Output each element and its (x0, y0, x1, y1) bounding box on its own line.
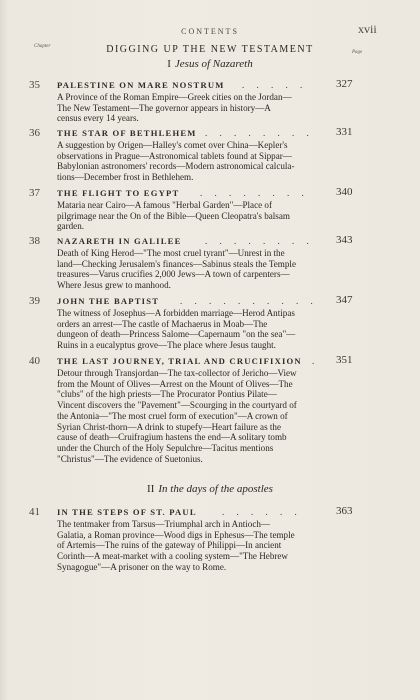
description-line: The New Testament—The governor appears in history—A (57, 102, 271, 113)
section-heading-2 (0, 483, 420, 495)
dot-leaders: . . . . . . . . (205, 236, 314, 246)
section-numeral: I (167, 58, 171, 70)
description-line: cause of death—Cruifragium hastens the end—A solitary tomb (57, 432, 287, 443)
description-line: Where Jesus grew to manhood. (57, 280, 171, 291)
chapter-number: 37 (29, 187, 40, 199)
description-line: Mataria near Cairo—A famous "Herbal Garden"—Place of (57, 200, 272, 210)
page-gutter-shadow (0, 0, 8, 700)
section-numeral: II (147, 483, 155, 495)
description-line: under the Church of the Holy Sepulchre—Tacitus mentions (57, 442, 274, 453)
description-line: The tentmaker from Tarsus—Triumphal arch in Antioch— (57, 519, 271, 529)
running-header-title: CONTENTS (181, 27, 239, 36)
chapter-page: 347 (336, 294, 353, 306)
description-line: of Artemis—The ruins of the gateway of Philippi—In ancient (57, 540, 282, 551)
section-title: In the days of the apostles (158, 483, 273, 495)
chapter-column-label: Chapter (34, 44, 51, 49)
description-line: orders an arrest—The castle of Machaerus in Moab—The (57, 318, 268, 329)
chapter-description (57, 308, 357, 351)
chapter-number: 36 (29, 127, 40, 139)
description-line: garden. (57, 221, 85, 232)
chapter-title: THE LAST JOURNEY, TRIAL AND CRUCIFIXION (57, 356, 302, 366)
description-line: Galatia, a Roman province—Wood digs in Ephesus—The temple (57, 529, 295, 540)
description-line: census every 14 years. (57, 113, 139, 124)
chapter-title: NAZARETH IN GALILEE (57, 236, 182, 246)
chapter-description (57, 368, 357, 464)
description-line: dungeon of death—Princess Salome—Capernaum "on the sea"— (57, 329, 296, 340)
description-line: observations in Prague—Astronomical tablets found at Sippar— (57, 150, 292, 161)
chapter-title: JOHN THE BAPTIST (57, 296, 160, 306)
chapter-page: 340 (336, 186, 353, 198)
dot-leaders: . . . . . . (222, 507, 302, 517)
description-line: from the Mount of Olives—Arrest on the Mount of Olives—The (57, 378, 293, 389)
chapter-page: 343 (336, 234, 353, 246)
chapter-number: 35 (29, 79, 40, 91)
description-line: A Province of the Roman Empire—Greek cities on the Jordan— (57, 92, 292, 102)
section-heading-1 (0, 58, 420, 70)
chapter-description (57, 200, 357, 232)
description-line: Vincent discovers the "Pavement"—Scourging in the courtyard of (57, 400, 297, 411)
description-line: land—Checking Jerusalem's finances—Sabinus steals the Temple (57, 258, 296, 269)
dot-leaders: . . . . . . . . (205, 128, 314, 138)
chapter-number: 40 (29, 355, 40, 367)
description-line: Corinth—A meat-market with a cooling system—"The Hebrew (57, 551, 289, 562)
chapter-number: 38 (29, 235, 40, 247)
chapter-page: 331 (336, 126, 353, 138)
chapter-description (57, 248, 357, 291)
chapter-description (57, 140, 357, 183)
description-line: A suggestion by Origen—Halley's comet over China—Kepler's (57, 140, 288, 150)
chapter-number: 41 (29, 506, 40, 518)
chapter-description (57, 92, 357, 124)
description-line: Death of King Herod—"The most cruel tyrant"—Unrest in the (57, 248, 285, 258)
description-line: Babylonian astronomers' records—Modern astronomical calcula- (57, 161, 295, 172)
description-line: Synagogue"—A prisoner on the way to Rome. (57, 561, 227, 572)
page-column-label: Page (352, 50, 363, 55)
description-line: Syrian Christ-thorn—A drink to stupefy—Heart failure as the (57, 421, 282, 432)
chapter-title: IN THE STEPS OF ST. PAUL (57, 507, 197, 517)
chapter-page: 327 (336, 78, 353, 90)
running-header-page-number: xvii (358, 22, 377, 36)
part-title: DIGGING UP THE NEW TESTAMENT (106, 44, 314, 55)
chapter-number: 39 (29, 295, 40, 307)
section-title: Jesus of Nazareth (174, 58, 253, 70)
description-line: The witness of Josephus—A forbidden marriage—Herod Antipas (57, 308, 295, 318)
description-line: tions—December frost in Bethlehem. (57, 172, 194, 183)
chapter-page: 351 (336, 354, 353, 366)
dot-leaders: . . . . . . . . (200, 188, 309, 198)
description-line: pilgrimage near the On of the Bible—Queen Cleopatra's balsam (57, 210, 290, 221)
chapter-title: THE FLIGHT TO EGYPT (57, 188, 180, 198)
description-line: the Antonia—"The most cruel form of execution"—A crown of (57, 410, 288, 421)
chapter-title: THE STAR OF BETHLEHEM (57, 128, 197, 138)
chapter-title: PALESTINE ON MARE NOSTRUM (57, 80, 225, 90)
description-line: treasures—Varus crucifies 2,000 Jews—A town of carpenters— (57, 269, 290, 280)
dot-leaders: . (312, 356, 320, 366)
chapter-description (57, 519, 357, 573)
description-line: Ruins in a eucalyptus grove—The place where Jesus taught. (57, 340, 276, 351)
description-line: Detour through Transjordan—The tax-collector of Jericho—View (57, 368, 297, 378)
description-line: "Christus"—The evidence of Suetonius. (57, 453, 203, 464)
chapter-page: 363 (336, 505, 353, 517)
description-line: "clubs" of the high priests—The Procurator Pontius Pilate— (57, 389, 277, 400)
dot-leaders: . . . . . (242, 80, 308, 90)
dot-leaders: . . . . . . . . . . (180, 296, 318, 306)
